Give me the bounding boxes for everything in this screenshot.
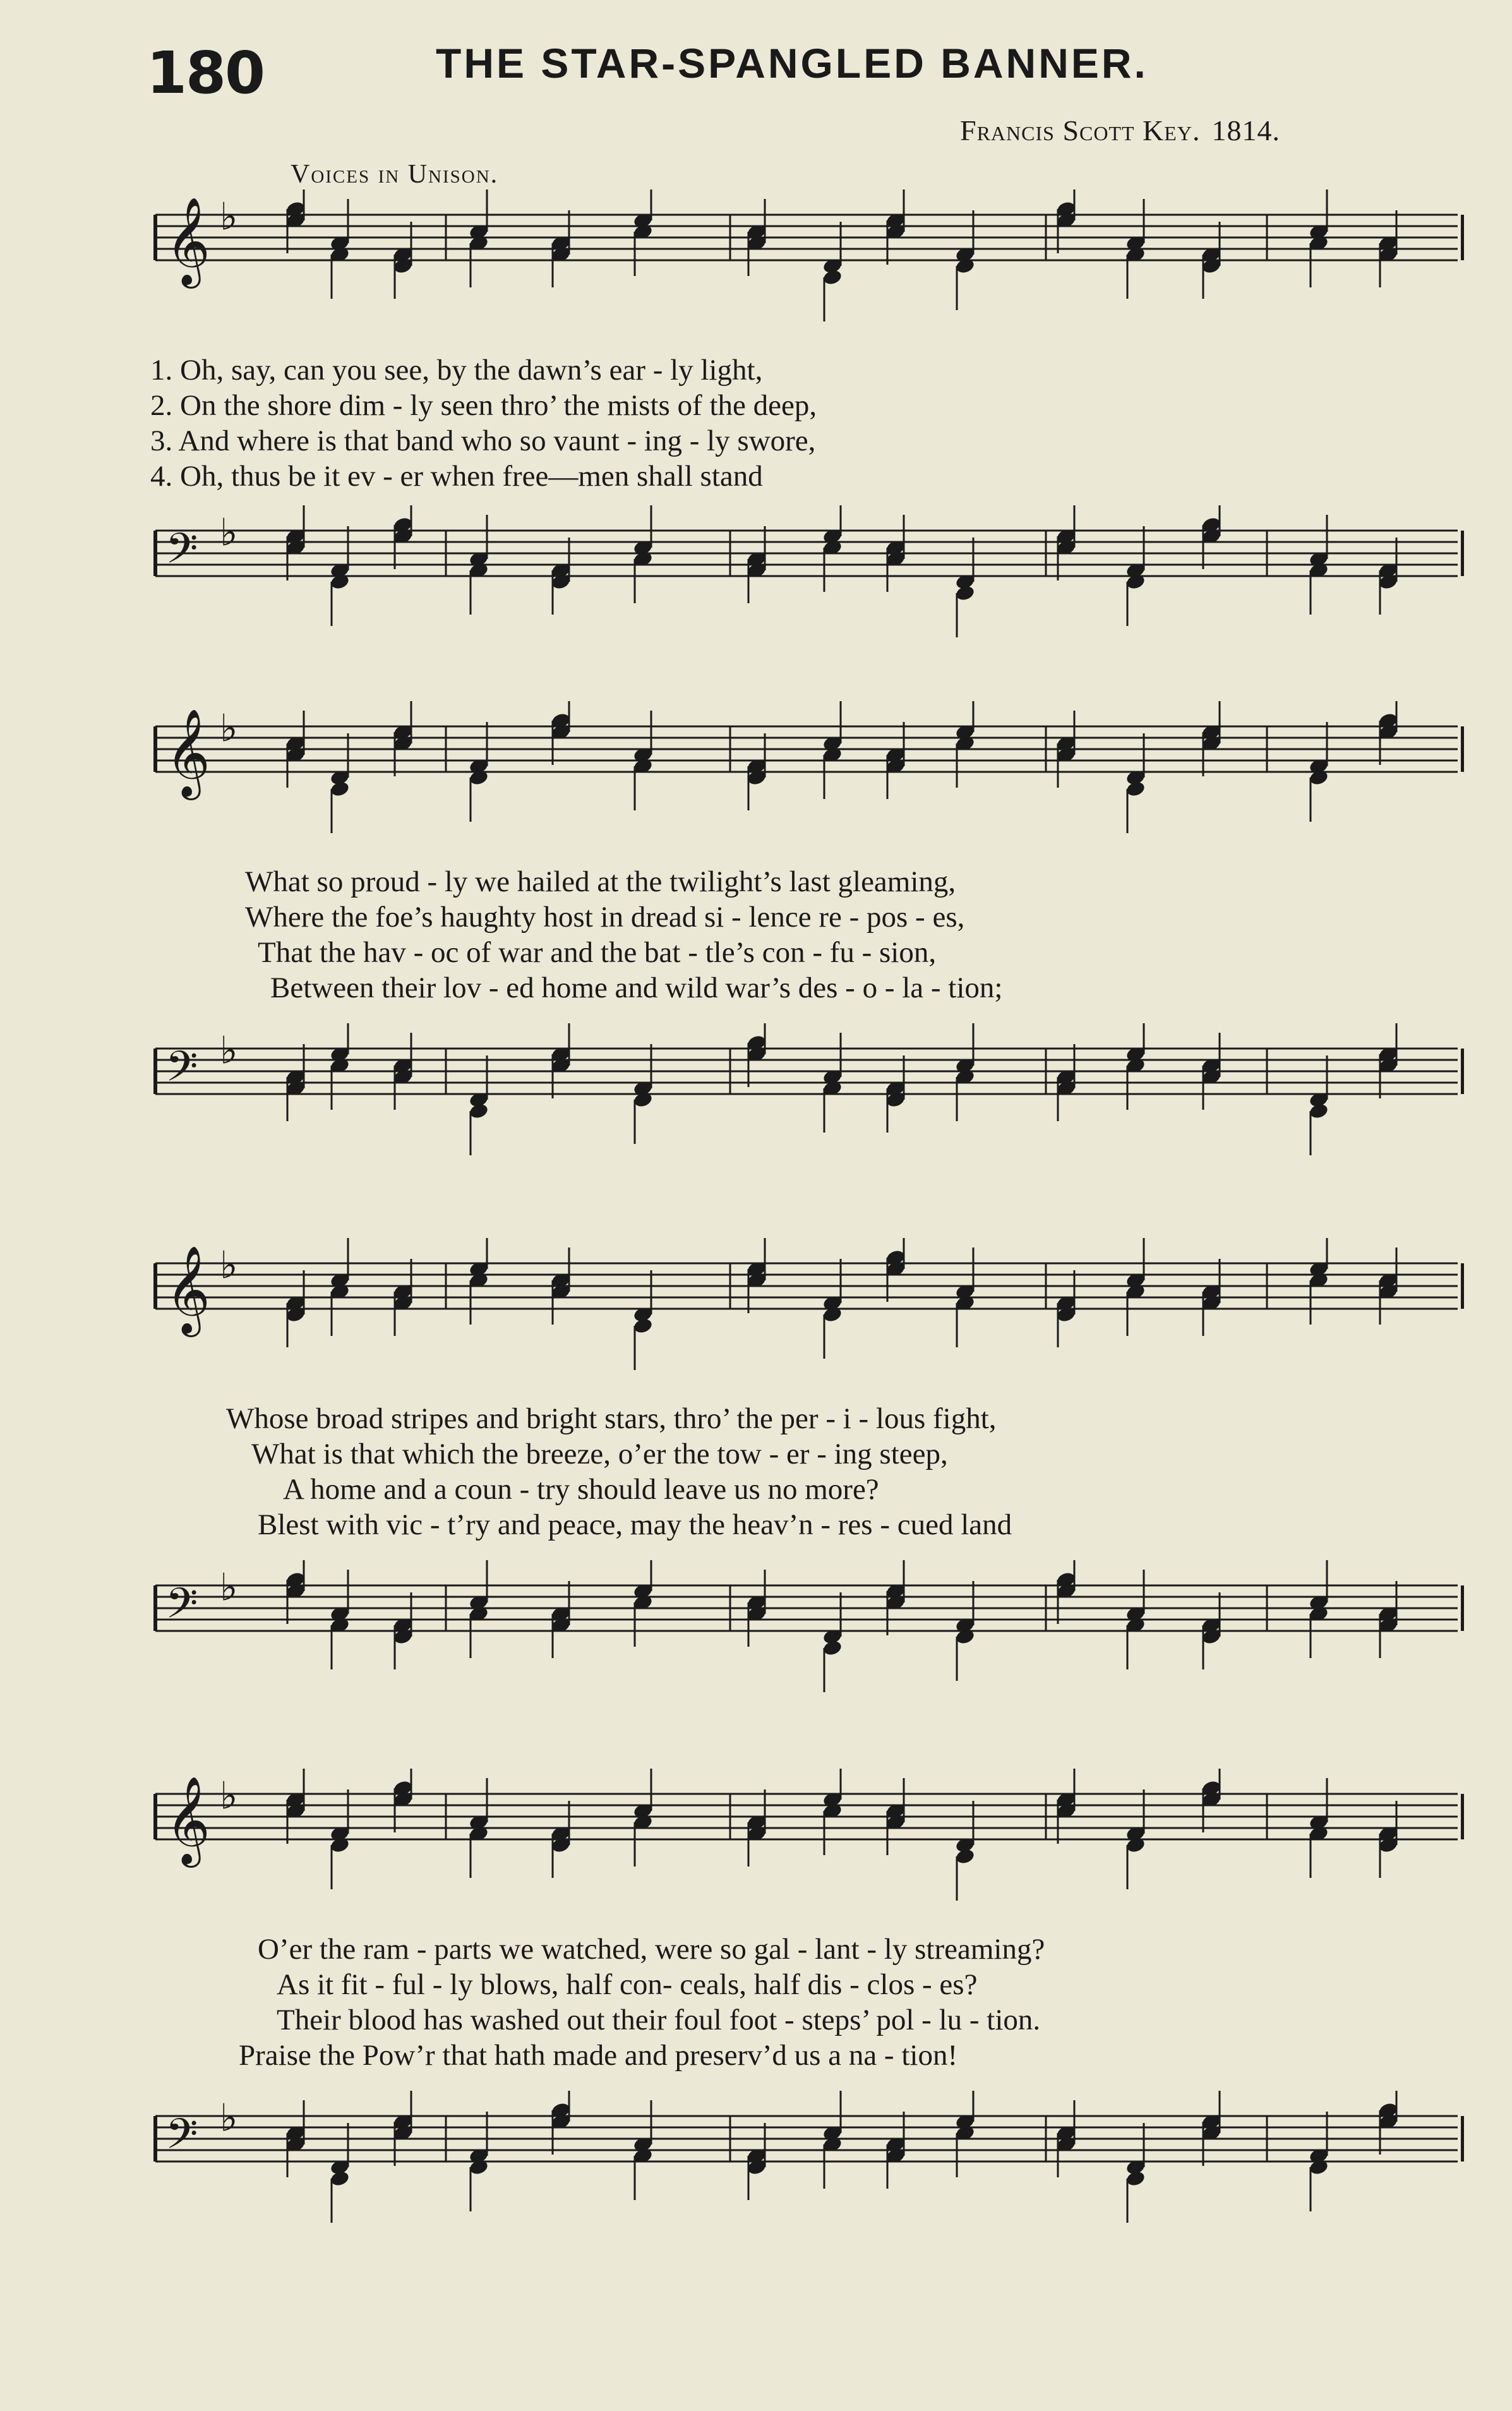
bass-staff <box>150 1560 1464 1705</box>
verse-line: What is that which the breeze, o’er the tow - er - ing steep, <box>251 1438 948 1470</box>
bass-staff <box>150 1023 1464 1169</box>
verse-line: 4. Oh, thus be it ev - er when free—men shall stand <box>150 460 763 493</box>
verse-line: As it fit - ful - ly blows, half con- ceals, half dis - clos - es? <box>277 1968 978 2001</box>
bass-staff <box>150 505 1464 651</box>
treble-clef-icon: 𝄞 <box>165 1776 210 1864</box>
page-title: THE STAR-SPANGLED BANNER. <box>436 40 1148 87</box>
treble-staff <box>150 1769 1464 1914</box>
flat-icon: ♭ <box>220 510 238 555</box>
verse-line: What so proud - ly we hailed at the twilight’s last gleaming, <box>245 865 956 898</box>
bass-clef-icon: 𝄢 <box>165 1042 198 1101</box>
flat-icon: ♭ <box>220 1774 238 1819</box>
lyrics-block <box>150 864 1464 1006</box>
treble-clef-icon: 𝄞 <box>165 1246 210 1333</box>
music-system <box>150 1769 1464 2223</box>
bass-clef-icon: 𝄢 <box>165 2110 198 2168</box>
treble-clef-icon: 𝄞 <box>165 709 210 797</box>
verse-line: O’er the ram - parts we watched, were so gal - lant - ly streaming? <box>258 1933 1045 1966</box>
music-system <box>150 701 1464 1156</box>
lyrics-block <box>150 1401 1464 1542</box>
lyrics-block <box>150 352 1464 494</box>
music-system <box>150 1238 1464 1693</box>
author-name: Francis Scott Key. <box>960 114 1201 147</box>
author-credit <box>960 114 1280 147</box>
verse-line: 1. Oh, say, can you see, by the dawn’s ear - ly light, <box>150 354 763 387</box>
music-system <box>150 189 1464 632</box>
verse-line: Their blood has washed out their foul foot - steps’ pol - lu - tion. <box>277 2004 1041 2036</box>
verse-line: 3. And where is that band who so vaunt - ing - ly swore, <box>150 424 816 457</box>
flat-icon: ♭ <box>220 1243 238 1288</box>
voicing-label: Voices in Unison. <box>291 160 499 189</box>
flat-icon: ♭ <box>220 1028 238 1073</box>
verse-line: Between their lov - ed home and wild war’s des - o - la - tion; <box>270 971 1003 1004</box>
verse-line: A home and a coun - try should leave us no more? <box>283 1473 879 1506</box>
bass-clef-icon: 𝄢 <box>165 1579 198 1638</box>
flat-icon: ♭ <box>220 706 238 751</box>
verse-line: 2. On the shore dim - ly seen thro’ the mists of the deep, <box>150 389 817 422</box>
verse-line: Where the foe’s haughty host in dread si - lence re - pos - es, <box>245 901 965 934</box>
verse-line: Blest with vic - t’ry and peace, may the heav’n - res - cued land <box>258 1508 1012 1541</box>
flat-icon: ♭ <box>220 195 238 239</box>
flat-icon: ♭ <box>220 2096 238 2141</box>
verse-line: Whose broad stripes and bright stars, thro’ the per - i - lous fight, <box>226 1402 997 1435</box>
composition-year: 1814. <box>1211 114 1280 147</box>
treble-clef-icon: 𝄞 <box>165 197 210 285</box>
treble-staff <box>150 701 1464 846</box>
flat-icon: ♭ <box>220 1565 238 1610</box>
lyrics-block <box>150 1932 1464 2073</box>
bass-staff <box>150 2091 1464 2236</box>
bass-clef-icon: 𝄢 <box>165 524 198 583</box>
verse-line: Praise the Pow’r that hath made and preserv’d us a na - tion! <box>239 2039 958 2072</box>
verse-line: That the hav - oc of war and the bat - tle’s con - fu - sion, <box>258 936 937 969</box>
treble-staff <box>150 1238 1464 1383</box>
treble-staff <box>150 189 1464 335</box>
page-number: 180 <box>147 39 265 107</box>
